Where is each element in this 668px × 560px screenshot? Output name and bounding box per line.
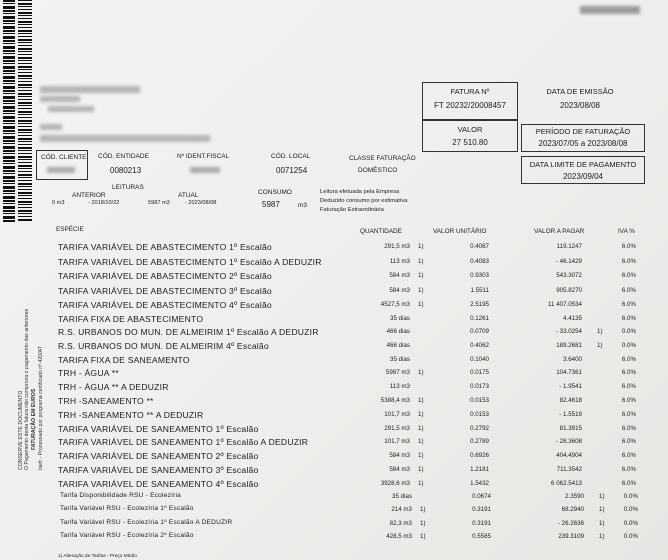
readings-title: LEITURAS	[112, 184, 144, 191]
row-note: 1)	[418, 411, 424, 418]
row-quantity: 466 dias	[386, 328, 410, 335]
row-quantity: 291,5 m3	[384, 425, 410, 432]
table-row	[0, 424, 668, 438]
billing-period-box	[521, 124, 645, 152]
previous-reading-date: - 2018/10/22	[88, 200, 120, 206]
redacted-top-corner	[580, 6, 640, 14]
row-vat: 0.0%	[621, 328, 636, 335]
row-amount-note: 1)	[597, 342, 603, 349]
table-row	[0, 465, 668, 479]
row-unit-value: 0.2789	[470, 438, 489, 445]
row-unit-value: 0.6926	[470, 452, 489, 459]
row-amount: 81.3915	[559, 425, 582, 432]
row-amount: 6 062.5413	[551, 480, 582, 487]
table-row	[2, 492, 668, 506]
row-quantity: 35 dias	[392, 493, 412, 500]
table-row	[0, 479, 668, 493]
client-code-label: CÓD. CLIENTE	[41, 154, 87, 161]
consumption-label: CONSUMO	[258, 189, 292, 196]
table-row	[2, 505, 668, 519]
row-unit-value: 0.4087	[470, 243, 489, 250]
invoice-value-box	[422, 120, 518, 152]
row-description: TARIFA VARIÁVEL DE ABASTECIMENTO 1º Escalão A DEDUZIR	[58, 257, 322, 267]
row-quantity: 584 m3	[389, 272, 410, 279]
invoice-number-box	[422, 82, 518, 120]
current-reading-date: - 2023/08/08	[185, 200, 217, 206]
row-note: 1)	[418, 287, 424, 294]
local-code: 0071254	[276, 166, 308, 175]
row-amount: - 46.1429	[555, 258, 582, 265]
row-quantity: 5987 m3	[385, 369, 410, 376]
row-vat: 6.0%	[621, 466, 636, 473]
table-row	[0, 368, 668, 382]
row-description: TARIFA VARIÁVEL DE ABASTECIMENTO 3º Escalão	[58, 286, 272, 296]
current-reading-value: 5987 m3	[148, 200, 170, 206]
row-quantity: 35 dias	[390, 315, 410, 322]
redacted-address-line	[40, 86, 140, 93]
row-quantity: 466 dias	[386, 342, 410, 349]
row-description: TARIFA FIXA DE ABASTECIMENTO	[58, 314, 204, 324]
row-unit-value: 0.4062	[470, 342, 489, 349]
row-quantity: 113 m3	[389, 258, 410, 265]
row-quantity: 4527,5 m3	[380, 301, 410, 308]
row-unit-value: 0.0153	[470, 411, 489, 418]
footnote: 1) Alteração de Tarifas - Preço Médio	[58, 554, 137, 559]
redacted-address-line	[40, 96, 80, 102]
consumption-value: 5987	[262, 200, 280, 209]
column-header-quantity: QUANTIDADE	[360, 228, 402, 235]
table-row	[0, 271, 668, 285]
side-notice-line: Isefr - Processado por programa certificado nº 420/AT	[38, 346, 44, 470]
row-note: 1)	[418, 480, 424, 487]
local-code-label: CÓD. LOCAL	[271, 153, 311, 160]
row-note: 1)	[420, 506, 426, 513]
row-amount-note: 1)	[597, 328, 603, 335]
row-description: TARIFA VARIÁVEL DE SANEAMENTO 1º Escalão A DEDUZIR	[58, 437, 309, 447]
previous-reading-value: 0 m3	[52, 200, 65, 206]
side-notice-line: FATURAÇÃO EM EUROS	[31, 388, 37, 450]
table-row	[2, 519, 668, 533]
invoice-number-label: FATURA Nº	[450, 87, 490, 96]
current-reading-label: ATUAL	[178, 192, 199, 199]
client-code-box	[36, 150, 88, 180]
row-amount: - 1.5519	[559, 411, 582, 418]
row-quantity: 5388,4 m3	[380, 397, 410, 404]
row-vat: 6.0%	[621, 411, 636, 418]
row-unit-value: 0.0175	[470, 369, 489, 376]
row-description: TARIFA FIXA DE SANEAMENTO	[58, 355, 190, 365]
row-quantity: 584 m3	[389, 452, 410, 459]
row-description: TARIFA VARIÁVEL DE ABASTECIMENTO 1º Escalão	[58, 242, 272, 252]
row-amount: 2.3590	[565, 493, 584, 500]
row-note: 1)	[420, 533, 426, 540]
column-header-amount: VALOR A PAGAR	[534, 228, 585, 235]
redacted-address-line	[40, 124, 62, 130]
side-notice-line: CONSERVE ESTE DOCUMENTO	[18, 390, 24, 470]
row-vat: 6.0%	[621, 287, 636, 294]
column-header-description: ESPÉCIE	[56, 226, 84, 233]
row-vat: 0.0%	[623, 520, 638, 527]
row-vat: 6.0%	[621, 480, 636, 487]
row-vat: 0.0%	[621, 342, 636, 349]
row-unit-value: 0.0153	[470, 397, 489, 404]
row-unit-value: 0.5585	[472, 533, 491, 540]
row-description: Tarifa Disponibilidade RSU - Ecolezíria	[60, 492, 182, 499]
row-amount: 119.1247	[556, 243, 582, 250]
row-note: 1)	[418, 243, 424, 250]
billing-class: DOMÉSTICO	[358, 167, 398, 174]
row-quantity: 291,5 m3	[384, 243, 410, 250]
row-amount: 239.3109	[558, 533, 584, 540]
row-amount: 711.3542	[556, 466, 582, 473]
row-note: 1)	[418, 397, 424, 404]
table-row	[0, 396, 668, 410]
row-quantity: 214 m3	[391, 506, 412, 513]
row-description: TARIFA VARIÁVEL DE SANEAMENTO 3º Escalão	[58, 465, 259, 475]
row-unit-value: 0.4083	[470, 258, 489, 265]
row-vat: 0.0%	[623, 506, 638, 513]
invoice-value: 27 510.80	[452, 138, 488, 147]
row-vat: 6.0%	[621, 452, 636, 459]
row-amount: - 26.2636	[557, 520, 584, 527]
row-unit-value: 2.5195	[470, 301, 489, 308]
row-note: 1)	[418, 452, 424, 459]
due-date-label: DATA LIMITE DE PAGAMENTO	[529, 160, 637, 169]
row-description: Tarifa Variável RSU - Ecolezíria 2º Escalão	[60, 532, 194, 539]
table-row	[0, 410, 668, 424]
row-vat: 0.0%	[623, 533, 638, 540]
row-amount: 82.4618	[559, 397, 582, 404]
row-unit-value: 0.0674	[472, 493, 491, 500]
invoice-value-label: VALOR	[457, 125, 483, 134]
row-note: 1)	[418, 258, 424, 265]
redacted-address-line	[40, 135, 210, 142]
row-description: Tarifa Variável RSU - Ecolezíria 1º Escalão	[60, 505, 194, 512]
row-amount: 189.2681	[556, 342, 582, 349]
side-notice-line: O Pagamento desta fatura não comprova o pagamento das anteriores	[24, 308, 30, 470]
row-note: 1)	[418, 425, 424, 432]
row-note: 1)	[418, 369, 424, 376]
row-vat: 6.0%	[621, 397, 636, 404]
row-note: 1)	[420, 520, 426, 527]
table-row	[0, 341, 668, 355]
column-header-vat: IVA %	[618, 228, 635, 235]
row-unit-value: 0.3191	[472, 520, 491, 527]
table-row	[0, 314, 668, 328]
row-vat: 6.0%	[621, 258, 636, 265]
row-unit-value: 0.0173	[470, 383, 489, 390]
row-quantity: 3928,6 m3	[380, 480, 410, 487]
row-note: 1)	[418, 301, 424, 308]
invoice-number: FT 20232/20008457	[434, 101, 506, 110]
reading-note: Faturação Extraordinária	[320, 207, 384, 213]
billing-period-label: PERÍODO DE FATURAÇÃO	[535, 127, 631, 136]
entity-code-label: CÓD. ENTIDADE	[98, 153, 149, 160]
row-description: TARIFA VARIÁVEL DE SANEAMENTO 1º Escalão	[58, 424, 259, 434]
consumption-unit: m3	[298, 202, 308, 209]
row-unit-value: 0.3191	[472, 506, 491, 513]
row-amount: 905.8270	[556, 287, 582, 294]
redacted-client-code	[47, 167, 75, 173]
row-unit-value: 1.5432	[470, 480, 489, 487]
table-row	[2, 532, 668, 546]
row-vat: 6.0%	[621, 438, 636, 445]
fiscal-id-label: Nº IDENT.FISCAL	[177, 153, 230, 160]
row-unit-value: 0.9303	[470, 272, 489, 279]
row-note: 1)	[418, 438, 424, 445]
row-vat: 6.0%	[621, 272, 636, 279]
entity-code: 0080213	[110, 166, 142, 175]
table-row	[0, 355, 668, 369]
row-vat: 0.0%	[623, 493, 638, 500]
row-amount-note: 1)	[599, 506, 605, 513]
row-unit-value: 1.5511	[470, 287, 489, 294]
previous-reading-label: ANTERIOR	[72, 192, 106, 199]
row-description: TRH - ÁGUA **	[58, 368, 119, 378]
table-row	[0, 327, 668, 341]
row-description: TRH -SANEAMENTO **	[58, 396, 154, 406]
row-amount: 3.6400	[563, 356, 582, 363]
row-description: R.S. URBANOS DO MUN. DE ALMEIRIM 4º Escalão	[58, 341, 269, 351]
issue-date-label: DATA DE EMISSÃO	[546, 87, 614, 96]
row-description: Tarifa Variável RSU - Ecolezíria 1º Escalão A DEDUZIR	[60, 519, 233, 526]
table-row	[0, 242, 668, 256]
billing-period: 2023/07/05 a 2023/08/08	[538, 139, 628, 148]
row-amount: - 1.9541	[559, 383, 582, 390]
row-quantity: 101,7 m3	[384, 438, 410, 445]
row-unit-value: 0.0709	[470, 328, 489, 335]
table-row	[0, 437, 668, 451]
row-amount: 68.2940	[561, 506, 584, 513]
redacted-fiscal-id	[190, 167, 220, 173]
barcode-left-secondary	[18, 0, 32, 222]
row-amount-note: 1)	[599, 520, 605, 527]
row-quantity: 584 m3	[389, 287, 410, 294]
row-amount: 543.3072	[556, 272, 582, 279]
row-quantity: 82,3 m3	[389, 520, 412, 527]
reading-note: Deduzido consumo por estimativa	[320, 198, 408, 204]
row-amount-note: 1)	[599, 533, 605, 540]
row-unit-value: 0.1261	[470, 315, 489, 322]
row-description: R.S. URBANOS DO MUN. DE ALMEIRIM 1º Escalão A DEDUZIR	[58, 327, 319, 337]
row-amount: 104.7361	[556, 369, 582, 376]
row-quantity: 101,7 m3	[384, 411, 410, 418]
row-amount: - 28.3608	[555, 438, 582, 445]
redacted-address-line	[48, 106, 94, 112]
row-description: TRH -SANEAMENTO ** A DEDUZIR	[58, 410, 204, 420]
row-description: TARIFA VARIÁVEL DE ABASTECIMENTO 2º Escalão	[58, 271, 272, 281]
row-amount: - 33.0254	[555, 328, 582, 335]
row-description: TRH - ÁGUA ** A DEDUZIR	[58, 382, 169, 392]
reading-notes	[320, 188, 407, 215]
issue-date: 2023/08/08	[559, 101, 601, 110]
row-amount: 404.4904	[556, 452, 582, 459]
row-amount: 11 407.0534	[548, 301, 582, 308]
table-row	[0, 286, 668, 300]
table-row	[0, 257, 668, 271]
row-vat: 6.0%	[621, 315, 636, 322]
row-vat: 6.0%	[621, 425, 636, 432]
row-quantity: 35 dias	[390, 356, 410, 363]
row-vat: 6.0%	[621, 369, 636, 376]
table-row	[0, 382, 668, 396]
row-vat: 6.0%	[621, 356, 636, 363]
row-vat: 6.0%	[621, 243, 636, 250]
row-note: 1)	[418, 466, 424, 473]
row-note: 1)	[418, 272, 424, 279]
row-vat: 6.0%	[621, 301, 636, 308]
row-quantity: 113 m3	[389, 383, 410, 390]
row-quantity: 584 m3	[389, 466, 410, 473]
barcode-left	[3, 0, 15, 222]
row-description: TARIFA VARIÁVEL DE ABASTECIMENTO 4º Escalão	[58, 300, 272, 310]
row-unit-value: 0.2792	[470, 425, 489, 432]
reading-note: Leitura efetuada pela Empresa	[320, 189, 400, 195]
row-amount: 4.4135	[563, 315, 582, 322]
due-date: 2023/09/04	[562, 172, 604, 181]
row-unit-value: 0.1040	[470, 356, 489, 363]
table-row	[0, 451, 668, 465]
row-vat: 6.0%	[621, 383, 636, 390]
column-header-unit-value: VALOR UNITÁRIO	[433, 228, 487, 235]
row-amount-note: 1)	[599, 493, 605, 500]
row-quantity: 428,5 m3	[386, 533, 412, 540]
row-unit-value: 1.2181	[470, 466, 489, 473]
row-description: TARIFA VARIÁVEL DE SANEAMENTO 2º Escalão	[58, 451, 259, 461]
billing-class-label: CLASSE FATURAÇÃO	[349, 155, 416, 162]
table-row	[0, 300, 668, 314]
due-date-box	[521, 156, 645, 184]
row-description: TARIFA VARIÁVEL DE SANEAMENTO 4º Escalão	[58, 479, 259, 489]
